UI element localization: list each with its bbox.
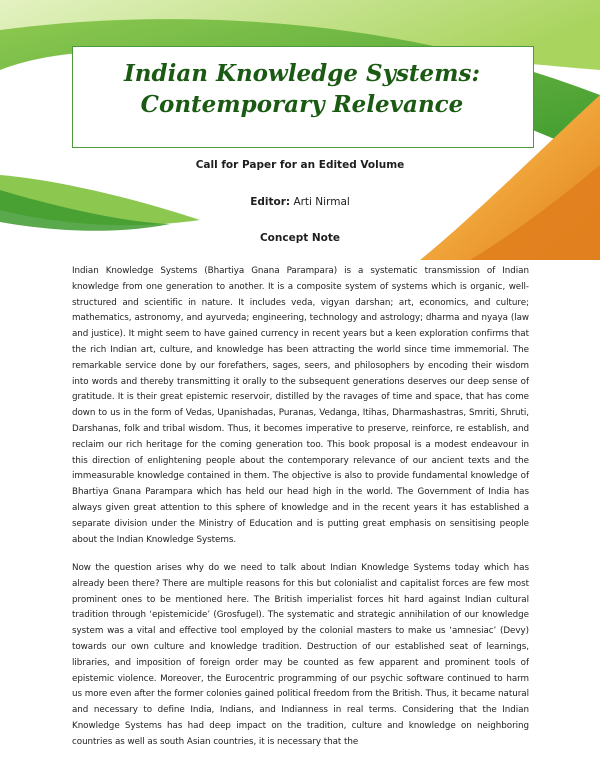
editor-label: Editor:	[250, 196, 291, 208]
body-paragraph-1: Indian Knowledge Systems (Bhartiya Gnana Parampara) is a systematic transmission of Indian knowledge from one generation to another. It is a composite system of systems which is organic, well- structured and scientific in nature. It includes veda, vigyan darshan; art, economics, and culture; mathematics, astronomy, and ayurveda; engineering, technology and astrology; dharma and nyaya (law and justice). It might seem to have gained currency in recent years but a keen exploration confirms that the rich Indian art, culture, and knowledge has been attracting the world since time immemorial. The remarkable service done by our forefathers, sages, seers, and philosophers by encoding their wisdom into words and thereby transmitting it orally to the subsequent generations deserves our deep sense of gratitude. It is their great epistemic reservoir, distilled by the ravages of time and space, that has come down to us in the form of Vedas, Upanishadas, Puranas, Vedanga, Itihas, Dharmashastras, Smriti, Shruti, Darshanas, folk and tribal wisdom. Thus, it becomes imperative to preserve, reinforce, re establish, and reclaim our rich heritage for the coming generation too. This book proposal is a modest endeavour in this direction of enlightening people about the contemporary relevance of our ancient texts and the immeasurable knowledge contained in them. The objective is also to provide fundamental knowledge of Bhartiya Gnana Parampara which has held our head high in the world. The Government of India has always given great attention to this sphere of knowledge and in the recent years it has established a separate division under the Ministry of Education and is putting great emphasis on sensitising people about the Indian Knowledge Systems.	[72, 266, 529, 545]
editor-name: Arti Nirmal	[293, 196, 350, 208]
body-paragraph-2: Now the question arises why do we need to talk about Indian Knowledge Systems today which has already been there? There are multiple reasons for this but colonialist and capitalist forces are few most prominent ones to be mentioned here. The British imperialist forces hit hard against Indian cultural tradition through ‘epistemicide’ (Grosfugel). The systematic and strategic annihilation of our knowledge system was a vital and effective tool employed by the colonial masters to make us ‘amnesiac’ (Devy) towards our own culture and knowledge tradition. Destruction of our established seat of learnings, libraries, and imposition of foreign order may be counted as few apparent and prominent tools of epistemic violence. Moreover, the Eurocentric programming of our psychic software continued to harm us more even after the former colonies gained political freedom from the British. Thus, it became natural and necessary to define India, Indians, and Indianness in real terms. Considering that the Indian Knowledge Systems has had deep impact on the tradition, culture and knowledge on neighboring countries as well as south Asian countries, it is necessary that the	[72, 563, 529, 747]
editor-line	[0, 196, 600, 208]
document-title	[72, 58, 532, 120]
title-line-2: Contemporary Relevance	[140, 91, 464, 118]
concept-note-heading: Concept Note	[259, 232, 341, 244]
call-for-paper-heading: Call for Paper for an Edited Volume	[195, 159, 405, 171]
title-line-1: Indian Knowledge Systems:	[124, 60, 480, 87]
